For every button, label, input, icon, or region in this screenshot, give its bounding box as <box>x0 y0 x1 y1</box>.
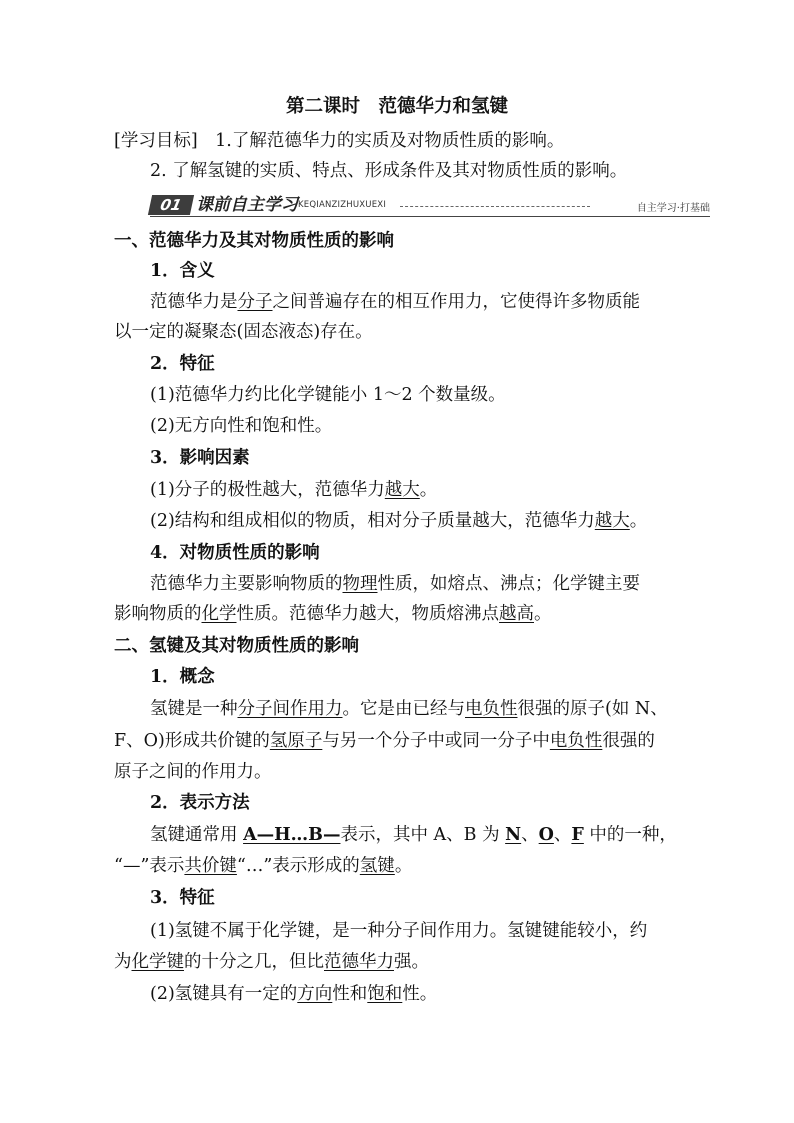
s2-concept-line-3: 原子之间的作用力。 <box>114 762 272 782</box>
s2-notation-line-2: “—”表示共价键“…”表示形成的氢键。 <box>114 856 413 876</box>
section-banner <box>150 195 710 217</box>
banner-badge: 01 <box>148 195 194 215</box>
blank-answer: 越高 <box>499 604 534 624</box>
s1-feature-1: (1)范德华力约比化学键能小 1～2 个数量级。 <box>150 385 506 405</box>
blank-answer: F <box>571 825 584 845</box>
objective-line-2: 2. 了解氢键的实质、特点、形成条件及其对物质性质的影响。 <box>150 161 628 181</box>
s1-meaning-heading: 1．含义 <box>150 261 215 281</box>
blank-answer: 共价键 <box>184 856 237 876</box>
blank-answer: 化学 <box>201 604 237 624</box>
s2-feature-1-line-2: 为化学键的十分之几，但比范德华力强。 <box>114 952 429 972</box>
s2-feature-1-line-1: (1)氢键不属于化学键，是一种分子间作用力。氢键键能较小，约 <box>150 921 648 941</box>
blank-answer: 氢键 <box>359 856 395 876</box>
s2-notation-line-1: 氢键通常用 A—H…B—表示，其中 A、B 为 N、O、F 中的一种， <box>150 825 677 845</box>
blank-answer: O <box>538 825 554 845</box>
blank-answer: 物理 <box>342 574 378 594</box>
blank-answer: A—H…B— <box>243 825 341 845</box>
s1-effect-line-1: 范德华力主要影响物质的物理性质，如熔点、沸点；化学键主要 <box>150 574 640 594</box>
banner-title: 课前自主学习 <box>196 195 298 215</box>
s1-effect-line-2: 影响物质的化学性质。范德华力越大，物质熔沸点越高。 <box>114 604 552 624</box>
s2-feature-2: (2)氢键具有一定的方向性和饱和性。 <box>150 984 438 1004</box>
s2-notation-heading: 2．表示方法 <box>150 793 250 813</box>
s1-meaning-line-2: 以一定的凝聚态(固态液态)存在。 <box>114 322 373 342</box>
s1-feature-heading: 2．特征 <box>150 354 215 374</box>
s2-concept-line-1: 氢键是一种分子间作用力。它是由已经与电负性很强的原子(如 N、 <box>150 699 668 719</box>
s2-feature-heading: 3．特征 <box>150 888 215 908</box>
blank-answer: 电负性 <box>549 731 603 751</box>
blank-answer: 越大 <box>384 480 420 500</box>
s1-factor-1: (1)分子的极性越大，范德华力越大。 <box>150 480 438 500</box>
page-title: 第二课时 范德华力和氢键 <box>285 96 508 117</box>
banner-dashed-rule <box>400 206 590 207</box>
section-2-heading: 二、氢键及其对物质性质的影响 <box>114 636 359 656</box>
blank-answer: 越大 <box>594 511 630 531</box>
objective-line-1: [学习目标] 1.了解范德华力的实质及对物质性质的影响。 <box>114 131 565 151</box>
blank-answer: 氢原子 <box>269 731 323 751</box>
blank-answer: 分子 <box>237 292 273 312</box>
s1-effect-heading: 4．对物质性质的影响 <box>150 543 320 563</box>
blank-answer: 电负性 <box>465 699 518 719</box>
banner-underline <box>150 216 710 217</box>
blank-answer: 范德华力 <box>324 952 394 972</box>
blank-answer: 饱和 <box>367 984 403 1004</box>
s1-factor-2: (2)结构和组成相似的物质，相对分子质量越大，范德华力越大。 <box>150 511 648 531</box>
blank-answer: 方向 <box>297 984 333 1004</box>
s2-concept-heading: 1．概念 <box>150 667 215 687</box>
banner-pinyin: KEQIANZIZHUXUEXI <box>298 200 387 210</box>
s1-meaning-line-1: 范德华力是分子之间普遍存在的相互作用力，它使得许多物质能 <box>150 292 640 312</box>
blank-answer: 分子间作用力 <box>237 699 343 719</box>
banner-right-label: 自主学习·打基础 <box>636 203 710 214</box>
section-1-heading: 一、范德华力及其对物质性质的影响 <box>114 231 394 251</box>
s1-factors-heading: 3．影响因素 <box>150 448 250 468</box>
blank-answer: 化学键 <box>131 952 184 972</box>
s1-feature-2: (2)无方向性和饱和性。 <box>150 416 333 436</box>
s2-concept-line-2: F、O)形成共价键的氢原子与另一个分子中或同一分子中电负性很强的 <box>114 731 655 751</box>
blank-answer: N <box>505 825 522 845</box>
